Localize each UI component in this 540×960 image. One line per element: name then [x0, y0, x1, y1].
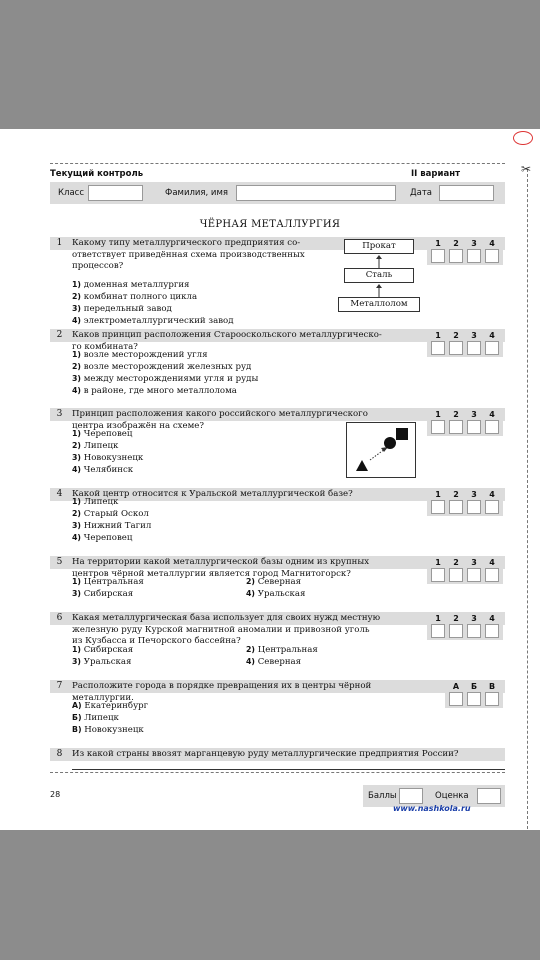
answer-cell[interactable]: [431, 249, 445, 263]
question-text-line: Какой центр относится к Уральской металлургической базе?: [72, 489, 353, 499]
option-key: 2): [72, 362, 81, 371]
answer-grid-label: Б: [470, 682, 478, 691]
answer-grid-label: 3: [471, 490, 477, 499]
circle-icon: [384, 437, 396, 449]
question-2: [50, 329, 505, 409]
option-key: 1): [72, 645, 81, 654]
answer-cell[interactable]: [467, 568, 481, 582]
scheme-arrows: [338, 239, 420, 319]
option-key: 3): [72, 521, 81, 530]
class-field[interactable]: [88, 185, 143, 201]
class-label: Класс: [58, 188, 85, 198]
answer-grid-label: 1: [435, 239, 441, 248]
answer-grid-label: 1: [435, 558, 441, 567]
option-text: электрометаллургический завод: [83, 316, 234, 326]
question-text: [72, 613, 380, 648]
option-key: В): [72, 725, 82, 734]
question-text-line: Расположите города в порядке превращения их в центры чёрной: [72, 681, 372, 691]
answer-grid-label: 3: [471, 239, 477, 248]
question-text-line: го комбината?: [72, 341, 138, 352]
answer-cell[interactable]: [485, 692, 499, 706]
question-1: [50, 237, 505, 326]
question-text-line: из Кузбасса и Печорского бассейна?: [72, 636, 241, 646]
answer-option: [72, 349, 208, 362]
option-text: Северная: [257, 657, 302, 667]
answer-cell[interactable]: [431, 624, 445, 638]
grade-field[interactable]: [477, 788, 501, 804]
answer-option: [72, 656, 131, 669]
answer-grid: [427, 237, 503, 265]
answer-cell[interactable]: [431, 341, 445, 355]
answer-grid-label: 2: [453, 558, 459, 567]
question-text-line: центра изображён на схеме?: [72, 420, 204, 431]
answer-cell[interactable]: [467, 341, 481, 355]
question-number: 8: [56, 749, 63, 759]
option-key: 4): [72, 465, 81, 474]
answer-grid-label: 1: [435, 331, 441, 340]
answer-grid: [427, 488, 503, 516]
scheme-box: Сталь: [344, 268, 414, 283]
answer-option: [72, 700, 148, 713]
option-key: Б): [72, 713, 82, 722]
option-text: Череповец: [83, 533, 133, 543]
question-number: 3: [56, 409, 63, 419]
answer-option: [72, 724, 144, 737]
page-number: 28: [50, 790, 61, 799]
score-label: Баллы: [368, 791, 397, 801]
name-label: Фамилия, имя: [165, 188, 228, 198]
option-text: Сибирская: [83, 645, 134, 655]
scissors-icon: ✂: [521, 162, 532, 176]
answer-option: [72, 303, 172, 316]
question-text-line: Какому типу металлургического предприятия со-: [72, 238, 301, 248]
option-key: 3): [72, 657, 81, 666]
question-text-line: центров чёрной металлургии является город Магнитогорск?: [72, 568, 351, 579]
answer-cell[interactable]: [449, 624, 463, 638]
question-number: 1: [56, 238, 63, 248]
option-text: возле месторождений угля: [83, 350, 208, 360]
answer-cell[interactable]: [467, 692, 481, 706]
option-key: 1): [72, 350, 81, 359]
student-info-row: [50, 182, 505, 204]
production-scheme: [338, 239, 420, 319]
answer-cell[interactable]: [485, 624, 499, 638]
answer-option: [72, 315, 234, 328]
answer-grid-label: 4: [489, 490, 495, 499]
option-key: 4): [246, 589, 255, 598]
answer-cell[interactable]: [449, 568, 463, 582]
score-field[interactable]: [399, 788, 423, 804]
page-header: [50, 169, 505, 181]
answer-grid-label: 2: [453, 614, 459, 623]
answer-grid-label: 4: [489, 331, 495, 340]
answer-cell[interactable]: [449, 420, 463, 434]
option-key: 3): [72, 374, 81, 383]
answer-grid-label: 4: [489, 239, 495, 248]
date-label: Дата: [410, 188, 433, 198]
option-key: 4): [72, 316, 81, 325]
question-text-line: Каков принцип расположения Старооскольского металлургическо-: [72, 330, 382, 340]
question-text-line: процессов?: [72, 261, 124, 271]
answer-grid-label: 4: [489, 558, 495, 567]
publisher-logo: [513, 131, 533, 145]
option-text: передельный завод: [83, 304, 172, 314]
answer-option: [72, 361, 251, 374]
answer-option: [72, 712, 119, 725]
option-text: Старый Оскол: [83, 509, 149, 519]
answer-option: [72, 532, 132, 545]
option-text: Нижний Тагил: [83, 521, 152, 531]
option-text: Северная: [257, 577, 302, 587]
option-text: Липецк: [83, 441, 119, 451]
answer-option: [72, 508, 149, 521]
answer-cell[interactable]: [467, 500, 481, 514]
answer-cell[interactable]: [449, 500, 463, 514]
question-text-line: Принцип расположения какого российского металлургического: [72, 409, 368, 419]
question-text-line: ответствует приведённая схема производственных: [72, 249, 305, 260]
answer-grid-label: 3: [471, 331, 477, 340]
option-text: Новокузнецк: [83, 453, 144, 463]
answer-grid: [427, 556, 503, 584]
option-text: Центральная: [257, 645, 318, 655]
option-key: 1): [72, 429, 81, 438]
answer-grid: [427, 612, 503, 640]
option-text: Челябинск: [83, 465, 134, 475]
question-text-line: металлургии.: [72, 692, 134, 703]
question-number: 5: [56, 557, 63, 567]
question-text-line: Какая металлургическая база использует для своих нужд местную: [72, 613, 381, 623]
answer-cell[interactable]: [431, 500, 445, 514]
answer-grid-label: 2: [453, 239, 459, 248]
question-text-line: железную руду Курской магнитной аномалии и привозной уголь: [72, 624, 370, 635]
question-text: [72, 749, 458, 761]
answer-option: [246, 576, 301, 589]
answer-cell[interactable]: [485, 249, 499, 263]
answer-option: [72, 644, 133, 657]
date-field[interactable]: [439, 185, 494, 201]
answer-grid: [445, 680, 503, 708]
option-text: комбинат полного цикла: [83, 292, 198, 302]
answer-cell[interactable]: [485, 568, 499, 582]
option-key: 3): [72, 304, 81, 313]
answer-grid-label: 1: [435, 490, 441, 499]
answer-cell[interactable]: [449, 692, 463, 706]
q8-answer-line[interactable]: [72, 769, 505, 770]
answer-option: [72, 576, 144, 589]
answer-grid-label: 4: [489, 410, 495, 419]
answer-grid-label: 3: [471, 614, 477, 623]
option-text: в районе, где много металлолома: [83, 386, 237, 396]
answer-grid-label: 2: [453, 410, 459, 419]
worksheet-title: ЧЁРНАЯ МЕТАЛЛУРГИЯ: [199, 219, 341, 230]
option-key: 1): [72, 577, 81, 586]
answer-option: [72, 520, 151, 533]
option-key: 2): [72, 441, 81, 450]
option-text: Сибирская: [83, 589, 134, 599]
answer-option: [72, 452, 143, 465]
question-text-line: На территории какой металлургической базы одним из крупных: [72, 557, 370, 567]
answer-option: [72, 588, 133, 601]
option-text: Екатеринбург: [84, 701, 149, 711]
option-text: доменная металлургия: [83, 280, 190, 290]
option-text: Уральская: [257, 589, 306, 599]
answer-grid-label: В: [488, 682, 496, 691]
footer-divider: [50, 772, 505, 773]
answer-option: [72, 279, 189, 292]
answer-cell[interactable]: [485, 341, 499, 355]
answer-grid-label: А: [452, 682, 460, 691]
option-text: возле месторождений железных руд: [83, 362, 252, 372]
site-link[interactable]: www.nashkola.ru: [393, 804, 471, 813]
option-text: Липецк: [84, 713, 119, 723]
cut-line: [527, 169, 528, 829]
location-diagram: [346, 422, 416, 478]
grade-label: Оценка: [435, 791, 469, 801]
scheme-box: Прокат: [344, 239, 414, 254]
option-key: 4): [72, 386, 81, 395]
answer-grid-label: 3: [471, 558, 477, 567]
answer-grid-label: 2: [453, 331, 459, 340]
question-number: 4: [56, 489, 63, 499]
option-text: Череповец: [83, 429, 133, 439]
answer-cell[interactable]: [467, 420, 481, 434]
question-text: [72, 238, 305, 273]
question-number: 7: [56, 681, 63, 691]
answer-grid-label: 1: [435, 614, 441, 623]
answer-cell[interactable]: [431, 420, 445, 434]
answer-option: [246, 656, 301, 669]
option-key: 4): [246, 657, 255, 666]
answer-option: [72, 464, 133, 477]
answer-cell[interactable]: [431, 568, 445, 582]
answer-cell[interactable]: [485, 420, 499, 434]
question-3: [50, 408, 505, 488]
answer-grid-label: 2: [453, 490, 459, 499]
answer-option: [72, 428, 132, 441]
answer-grid-label: 1: [435, 410, 441, 419]
answer-grid-label: 3: [471, 410, 477, 419]
square-icon: [396, 428, 408, 440]
option-key: 3): [72, 589, 81, 598]
worksheet-page: [0, 129, 540, 830]
option-text: Новокузнецк: [84, 725, 144, 735]
answer-option: [72, 291, 197, 304]
answer-option: [246, 644, 318, 657]
answer-grid: [427, 408, 503, 436]
option-text: между месторождениями угля и руды: [83, 374, 259, 384]
question-text-line: Из какой страны ввозят марганцевую руду металлургические предприятия России?: [72, 749, 459, 759]
answer-cell[interactable]: [449, 249, 463, 263]
answer-cell[interactable]: [467, 249, 481, 263]
scheme-arrowhead: [376, 284, 382, 288]
answer-option: [72, 373, 258, 386]
scheme-box: Металлолом: [338, 297, 420, 312]
header-divider: [50, 163, 505, 164]
option-key: 2): [72, 509, 81, 518]
answer-cell[interactable]: [449, 341, 463, 355]
answer-option: [72, 385, 237, 398]
option-text: Уральская: [83, 657, 132, 667]
option-key: 1): [72, 280, 81, 289]
answer-cell[interactable]: [467, 624, 481, 638]
answer-option: [246, 588, 305, 601]
answer-grid-label: 4: [489, 614, 495, 623]
answer-grid: [427, 329, 503, 357]
option-key: 2): [246, 577, 255, 586]
question-number: 6: [56, 613, 63, 623]
option-key: 2): [72, 292, 81, 301]
question-number: 2: [56, 330, 63, 340]
header-left: Текущий контроль: [50, 169, 144, 179]
option-key: 4): [72, 533, 81, 542]
option-key: 3): [72, 453, 81, 462]
option-text: Центральная: [83, 577, 144, 587]
option-text: Липецк: [83, 497, 119, 507]
header-variant: II вариант: [411, 169, 460, 179]
answer-option: [72, 440, 118, 453]
name-field[interactable]: [236, 185, 396, 201]
option-key: 2): [246, 645, 255, 654]
option-key: А): [72, 701, 82, 710]
answer-cell[interactable]: [485, 500, 499, 514]
scheme-arrowhead: [376, 255, 382, 259]
answer-option: [72, 496, 118, 509]
option-key: 1): [72, 497, 81, 506]
